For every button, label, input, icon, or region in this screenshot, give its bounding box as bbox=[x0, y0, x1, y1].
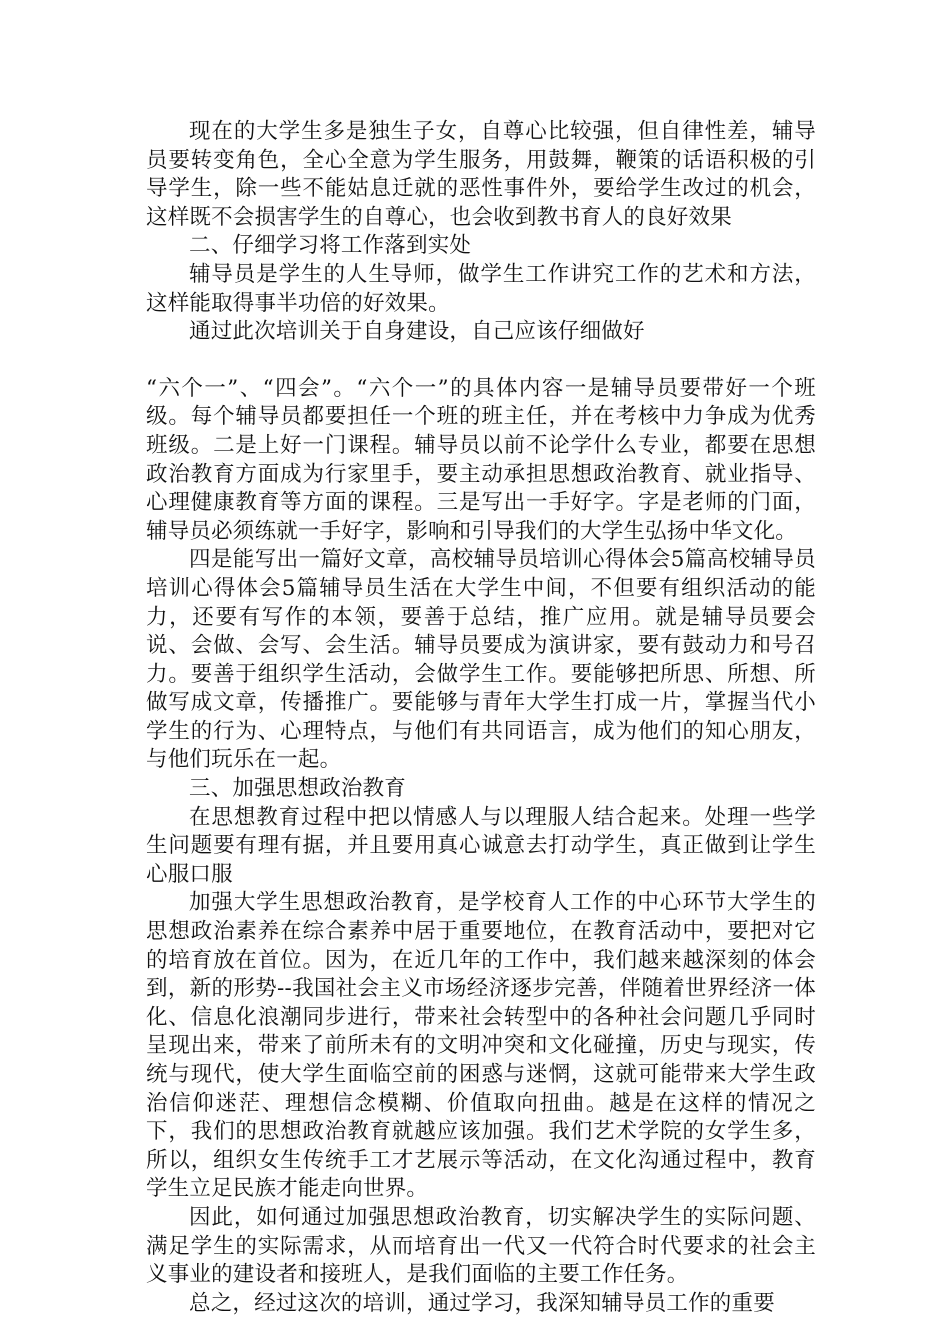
paragraph: 四是能写出一篇好文章，高校辅导员培训心得体会5篇高校辅导员培训心得体会5篇辅导员生活在大学生中间，不但要有组织活动的能力，还要有写作的本领，要善于总结，推广应用。就是辅导员要会说、会做、会写、会生活。辅导员要成为演讲家，要有鼓动力和号召力。要善于组织学生活动，会做学生工作。要能够把所思、所想、所做写成文章，传播推广。要能够与青年大学生打成一片，掌握当代小学生的行为、心理特点，与他们有共同语言，成为他们的知心朋友，与他们玩乐在一起。 bbox=[146, 547, 816, 773]
paragraph: 总之，经过这次的培训，通过学习，我深知辅导员工作的重要 bbox=[189, 1290, 775, 1316]
paragraph: “六个一”、“四会”。“六个一”的具体内容一是辅导员要带好一个班级。每个辅导员都要担任一个班的班主任，并在考核中力争成为优秀班级。二是上好一门课程。辅导员以前不论学什么专业，都要在思想政治教育方面成为行家里手，要主动承担思想政治教育、就业指导、心理健康教育等方面的课程。三是写出一手好字。字是老师的门面，辅导员必须练就一手好字，影响和引导我们的大学生弘扬中华文化。 bbox=[146, 375, 816, 544]
paragraph: 辅导员是学生的人生导师，做学生工作讲究工作的艺术和方法，这样能取得事半功倍的好效果。 bbox=[146, 261, 816, 316]
section-heading: 三、加强思想政治教育 bbox=[189, 776, 407, 802]
document-body bbox=[146, 118, 816, 1318]
paragraph: 现在的大学生多是独生子女，自尊心比较强，但自律性差，辅导员要转变角色，全心全意为学生服务，用鼓舞，鞭策的话语积极的引导学生，除一些不能姑息迁就的恶性事件外，要给学生改过的机会，这样既不会损害学生的自尊心，也会收到教书育人的良好效果 bbox=[146, 119, 816, 230]
section-heading: 二、仔细学习将工作落到实处 bbox=[189, 233, 472, 259]
paragraph: 加强大学生思想政治教育，是学校育人工作的中心环节大学生的思想政治素养在综合素养中居于重要地位，在教育活动中，要把对它的培育放在首位。因为，在近几年的工作中，我们越来越深刻的体会到，新的形势--我国社会主义市场经济逐步完善，伴随着世界经济一体化、信息化浪潮同步进行，带来社会转型中的各种社会问题几乎同时呈现出来，带来了前所未有的文明冲突和文化碰撞，历史与现实，传统与现代，使大学生面临空前的困惑与迷惘，这就可能带来大学生政治信仰迷茫、理想信念模糊、价值取向扭曲。越是在这样的情况之下，我们的思想政治教育就越应该加强。我们艺术学院的女学生多，所以，组织女生传统手工才艺展示等活动，在文化沟通过程中，教育学生立足民族才能走向世界。 bbox=[146, 890, 816, 1202]
paragraph: 因此，如何通过加强思想政治教育，切实解决学生的实际问题、满足学生的实际需求，从而培育出一代又一代符合时代要求的社会主义事业的建设者和接班人，是我们面临的主要工作任务。 bbox=[146, 1204, 816, 1288]
paragraph: 在思想教育过程中把以情感人与以理服人结合起来。处理一些学生问题要有理有据，并且要用真心诚意去打动学生，真正做到让学生心服口服 bbox=[146, 804, 816, 887]
paragraph: 通过此次培训关于自身建设，自己应该仔细做好 bbox=[189, 319, 645, 345]
